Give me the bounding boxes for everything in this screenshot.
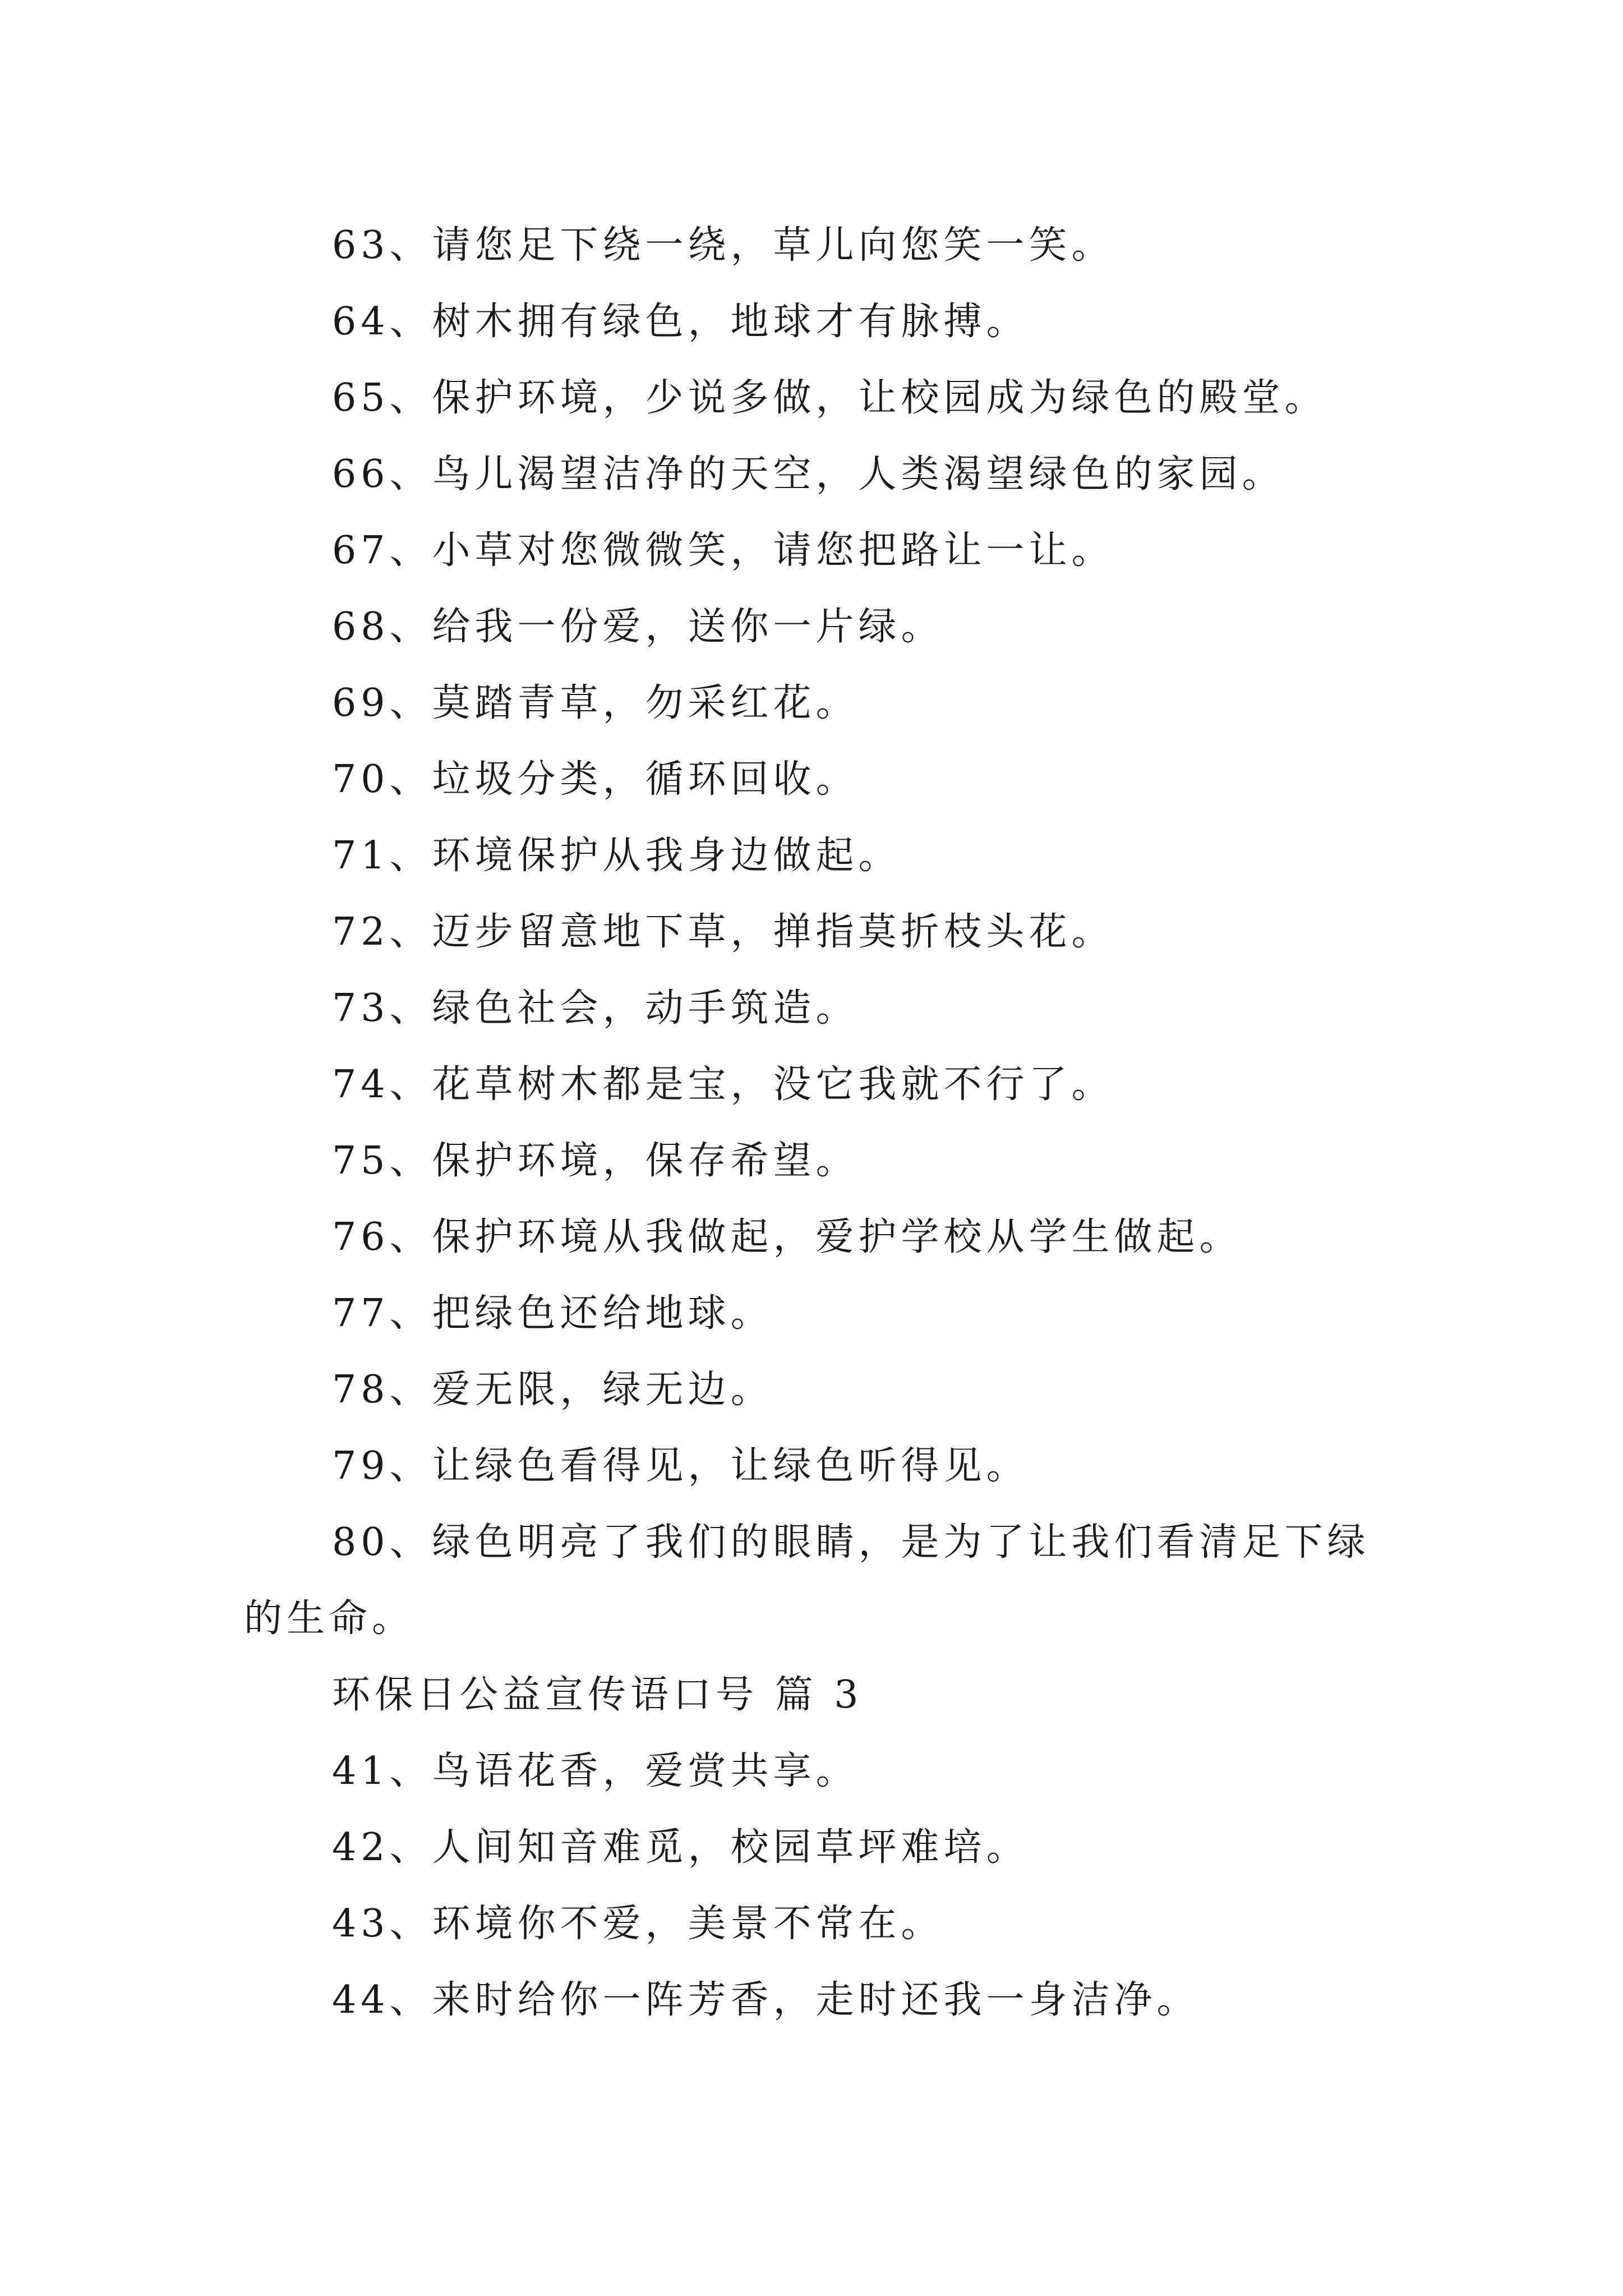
slogan-line: 63、请您足下绕一绕，草儿向您笑一笑。 <box>332 223 1114 268</box>
slogan-line: 76、保护环境从我做起，爱护学校从学生做起。 <box>332 1215 1242 1259</box>
slogan-line: 75、保护环境，保存希望。 <box>332 1139 859 1183</box>
slogan-line: 78、爱无限，绿无边。 <box>332 1368 773 1412</box>
slogan-line: 41、鸟语花香，爱赏共享。 <box>332 1749 859 1793</box>
slogan-line: 72、迈步留意地下草，掸指莫折枝头花。 <box>332 910 1114 954</box>
slogan-line: 73、绿色社会，动手筑造。 <box>332 986 859 1030</box>
slogan-line: 74、花草树木都是宝，没它我就不行了。 <box>332 1062 1114 1107</box>
slogan-line: 42、人间知音难觅，校园草坪难培。 <box>332 1825 1029 1870</box>
slogan-line: 77、把绿色还给地球。 <box>332 1291 773 1336</box>
slogan-line: 68、给我一份爱，送你一片绿。 <box>332 605 944 649</box>
document-body <box>244 208 1399 2039</box>
slogan-line: 44、来时给你一阵芳香，走时还我一身洁净。 <box>332 1978 1200 2022</box>
slogan-line: 65、保护环境，少说多做，让校园成为绿色的殿堂。 <box>332 376 1327 420</box>
slogan-line: 43、环境你不爱，美景不常在。 <box>332 1902 944 1946</box>
slogan-line: 80、绿色明亮了我们的眼睛，是为了让我们看清足下绿 <box>332 1520 1370 1565</box>
slogan-line: 66、鸟儿渴望洁净的天空，人类渴望绿色的家园。 <box>332 452 1285 496</box>
slogan-line: 69、莫踏青草，勿采红花。 <box>332 681 859 725</box>
slogan-line: 64、树木拥有绿色，地球才有脉搏。 <box>332 300 1029 344</box>
slogan-line: 71、环境保护从我身边做起。 <box>332 834 901 878</box>
slogan-line: 67、小草对您微微笑，请您把路让一让。 <box>332 528 1114 573</box>
slogan-line: 79、让绿色看得见，让绿色听得见。 <box>332 1444 1029 1488</box>
section-heading: 环保日公益宣传语口号 篇 3 <box>332 1673 863 1717</box>
slogan-line: 70、垃圾分类，循环回收。 <box>332 757 859 802</box>
slogan-line-continuation: 的生命。 <box>244 1596 415 1641</box>
